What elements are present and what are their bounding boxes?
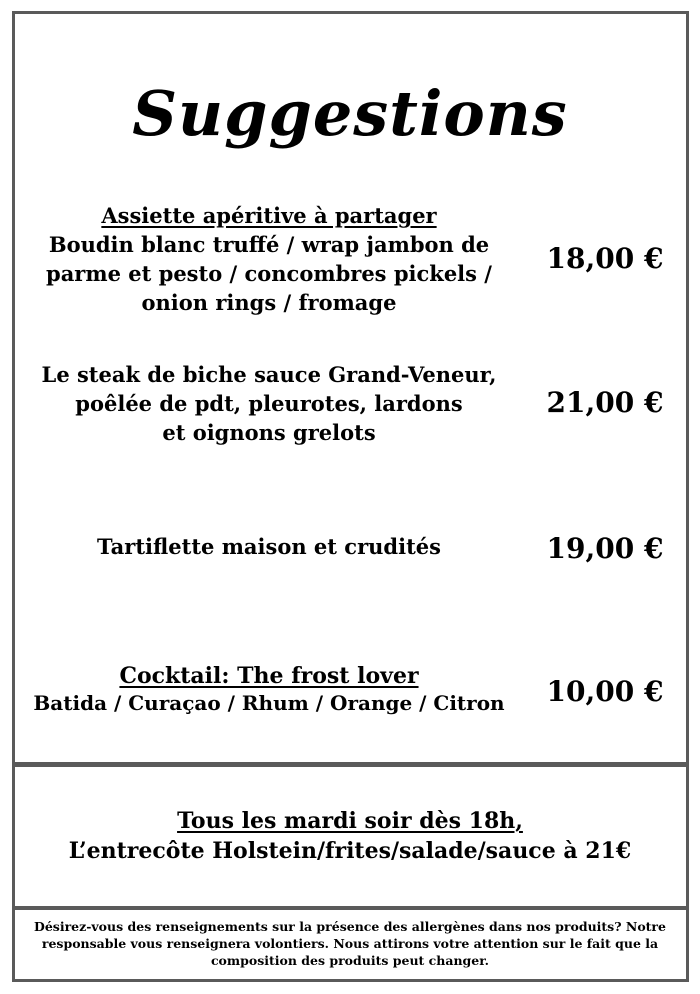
item-price: 19,00 € [546,532,664,565]
allergen-note-line: Désirez-vous des renseignements sur la présence des allergènes dans nos produits? Notre [34,919,666,934]
menu-title: Suggestions [132,77,568,150]
allergen-note-line: composition des produits peut changer. [210,953,490,968]
item-description-line: Batida / Curaçao / Rhum / Orange / Citron [33,691,505,715]
item-description-line: Tartiflette maison et crudités [97,534,441,559]
item-price: 18,00 € [546,242,664,275]
item-description-line: Le steak de biche sauce Grand-Veneur, [41,362,497,387]
promo-heading: Tous les mardi soir dès 18h, [177,808,523,834]
item-price: 21,00 € [546,386,664,419]
item-heading: Assiette apéritive à partager [101,203,437,228]
menu-item [14,532,524,561]
item-description-line: onion rings / fromage [141,290,397,315]
item-description-line: et oignons grelots [162,420,376,445]
item-heading: Cocktail: The frost lover [119,663,419,689]
promo-block [14,806,686,866]
item-description-line: parme et pesto / concombres pickels / [46,261,492,286]
item-price: 10,00 € [546,675,664,708]
menu-item [14,663,524,717]
item-description-line: Boudin blanc truffé / wrap jambon de [48,232,490,257]
menu-item [14,360,524,447]
allergen-note-line: responsable vous renseignera volontiers. Nous attirons votre attention sur le fait que la [41,936,659,951]
menu-item [14,201,524,317]
allergen-note [30,918,670,969]
promo-line: L’entrecôte Holstein/frites/salade/sauce à 21€ [68,838,632,864]
item-description-line: poêlée de pdt, pleurotes, lardons [75,391,463,416]
